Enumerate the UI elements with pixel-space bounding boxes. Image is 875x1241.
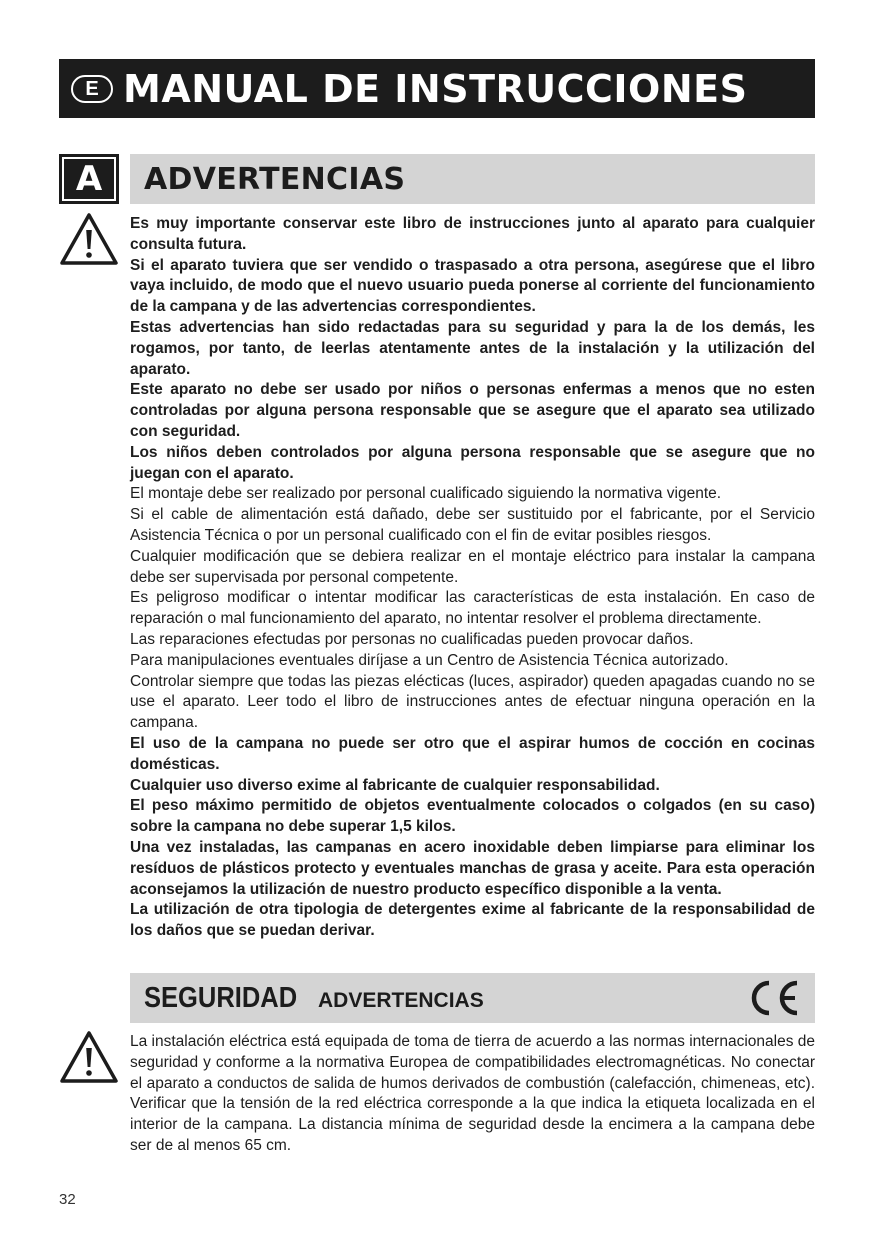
- safety-heading: SEGURIDAD: [144, 981, 298, 1014]
- paragraph: Es peligroso modificar o intentar modificar las características de esta instalación. En caso de reparación o mal funcionamiento del aparato, no intentar resolver el problema directamente.: [130, 589, 815, 628]
- safety-heading-bar: [130, 973, 815, 1023]
- manual-title: MANUAL DE INSTRUCCIONES: [123, 66, 748, 111]
- warning-triangle-icon: [59, 1030, 119, 1084]
- safety-subheading: ADVERTENCIAS: [318, 988, 484, 1012]
- paragraph: Si el cable de alimentación está dañado, debe ser sustituido por el fabricante, por el Servicio Asistencia Técnica o por un personal cualificado con el fin de evitar posibles riesgos.: [130, 506, 815, 544]
- warnings-heading-bar: [130, 154, 815, 204]
- section-letter-box: [59, 154, 119, 204]
- ce-mark-icon: [745, 978, 803, 1018]
- paragraph: Cualquier uso diverso exime al fabricante de cualquier responsabilidad.: [130, 776, 660, 794]
- warnings-heading: ADVERTENCIAS: [144, 161, 406, 197]
- paragraph: Las reparaciones efectudas por personas no cualificadas pueden provocar daños.: [130, 630, 694, 648]
- paragraph: Es muy importante conservar este libro de instrucciones junto al aparato para cualquier consulta futura.: [130, 215, 815, 253]
- language-badge: E: [71, 75, 113, 103]
- paragraph: El peso máximo permitido de objetos eventualmente colocados o colgados (en su caso) sobre la campana no debe superar 1,5 kilos.: [130, 797, 815, 836]
- paragraph: Cualquier modificación que se debiera realizar en el montaje eléctrico para instalar la campana debe ser supervisada por personal competente.: [130, 547, 815, 586]
- paragraph: Para manipulaciones eventuales diríjase a un Centro de Asistencia Técnica autorizado.: [130, 651, 729, 669]
- paragraph: Los niños deben controlados por alguna persona responsable que se asegure que no juegan con el aparato.: [130, 443, 815, 482]
- manual-title-banner: [59, 59, 815, 118]
- paragraph: La instalación eléctrica está equipada de toma de tierra de acuerdo a las normas internacionales de seguridad y conforme a la normativa Europea de compatibilidades electromagnéticas. No conectar el aparato a conductos de salida de humos derivados de combustión (calefacción, chimeneas, etc). Verificar que la tensión de la red eléctrica corresponde a la que indica la etiqueta localizada en el interior de la campana. La distancia mínima de seguridad desde la encimera a la campana debe ser de al menos 65 cm.: [130, 1033, 816, 1154]
- paragraph: La utilización de otra tipologia de detergentes exime al fabricante de la responsabilidad de los daños que se puedan derivar.: [130, 901, 815, 940]
- paragraph: Si el aparato tuviera que ser vendido o traspasado a otra persona, asegúrese que el libro vaya incluido, de modo que el nuevo usuario pueda ponerse al corriente del funcionamiento de la campana y de las advertencias correspondientes.: [130, 256, 815, 316]
- paragraph: Estas advertencias han sido redactadas para su seguridad y para la de los demás, les rogamos, por tanto, de leerlas atentamente antes de la instalación y la utilización del aparato.: [130, 318, 815, 378]
- paragraph: Controlar siempre que todas las piezas elécticas (luces, aspirador) queden apagadas cuando no se use el aparato. Leer todo el libro de instrucciones antes de efectuar ninguna operación en la campana.: [130, 672, 815, 732]
- safety-body: [130, 1032, 815, 1157]
- page-number: 32: [59, 1191, 76, 1208]
- warnings-body: [130, 214, 815, 942]
- paragraph: El uso de la campana no puede ser otro que el aspirar humos de cocción en cocinas domésticas.: [130, 734, 815, 773]
- paragraph: Este aparato no debe ser usado por niños o personas enfermas a menos que no esten controladas por alguna persona responsable que se asegure que el aparato sea utilizado con seguridad.: [130, 381, 815, 440]
- warning-triangle-icon: [59, 212, 119, 266]
- paragraph: Una vez instaladas, las campanas en acero inoxidable deben limpiarse para eliminar los resíduos de plásticos protecto y eventuales manchas de grasa y aceite. Para esta operación aconsejamos la utilización de nuestro producto específico disponible a la venta.: [130, 838, 815, 898]
- paragraph: El montaje debe ser realizado por personal cualificado siguiendo la normativa vigente.: [130, 485, 722, 503]
- section-letter: A: [64, 159, 114, 199]
